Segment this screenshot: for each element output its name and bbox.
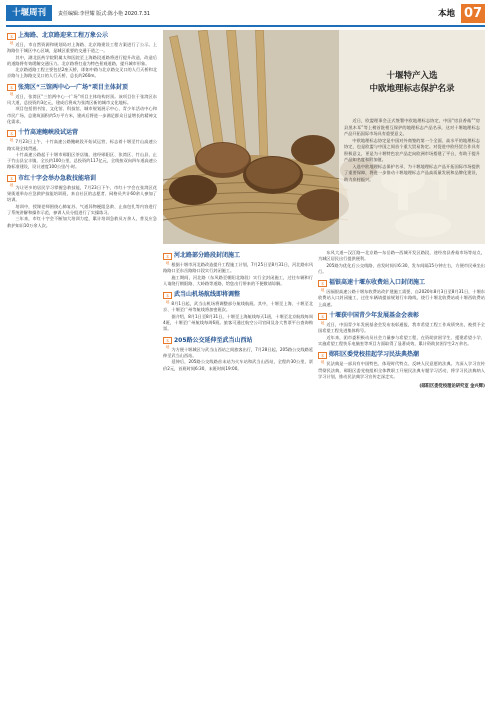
article-paragraph: 其中，湖北医药学院附属太和医院至上海路段道路将进行提升改造，改造后的道路将有效缓解交通压力。北京路将打造为特色景观道路，提升城市形象。 [7,54,157,66]
article [7,175,157,229]
article [318,279,485,308]
middle-column [163,250,313,376]
feature-article [344,70,480,183]
article-paragraph: 根据十堰市河北路改造提升工程施工计划，7月25日至8月31日，河北路东风路路口至东岳路路口段实行封闭施工。 [163,262,314,274]
article-title: 上海路、北京路迎来工程万象公示 [18,32,109,39]
article-paragraph: 施工期间，河北路（东风路至朝阳北路段）实行全封闭施工，过往车辆和行人请绕行朝阳路、大岭路等道路，给您出行带来的不便敬请谅解。 [163,274,313,286]
article [318,351,485,380]
article-heading [7,129,157,142]
article [163,291,313,332]
page-number: 07 [461,4,485,23]
section-tag-icon: 本地 [318,313,327,320]
article-paragraph: 205路为优化后公交线路，首发时间早6:30，发车间隔15分钟左右，方便市民乘坐出行。 [318,262,485,274]
article-heading [7,83,157,97]
article-paragraph: 民法典是一部具有中国特色、体现时代特点、反映人民意愿的法典。为深入学习宣传贯彻民法典，郧阳区委党校组织全体教职工开展民法典专题学习活动，将学习民法典纳入学习计划，推动民法典学习宣传走深走实。 [318,361,485,379]
article-title: 河北路部分路段封闭施工 [174,252,241,259]
article [7,84,157,125]
article [163,252,313,287]
article [318,312,485,347]
article-paragraph: 据介绍，8月1日至8月31日，十堰至上海航线每天1班，十堰至北京航线每周4班，十堰至广州航线每周6班。旅客可通过航空公司官网及各大售票平台查询购票。 [163,313,314,332]
article-heading [163,291,313,304]
article-paragraph: 近日，市自然资源和规划局对上海路、北京路建设工程方案进行了公示。上海路位于城区中心区域，是城区重要的交通干道之一。 [7,42,157,54]
article-title: 205路公交延伸至武当山西站 [174,336,253,344]
section-tag-icon: 本地 [7,33,16,40]
article-title: 十竹高速鲍峡段试运营 [18,129,79,137]
article-paragraph: 近日，中国青少年发展基金会发布表彰通报，我市希望工程工作成绩突出，被授予全国希望工程先进集体称号。 [318,322,485,334]
article [163,337,313,372]
article-paragraph: 近年来，团市委积极动员社会力量参与希望工程，在资助贫困学生、援建希望小学、实施希望工程快乐电脑室等项目方面取得了显著成效，累计资助贫困学生2万余名。 [318,334,485,346]
article-paragraph: 东风大道—汉江路—北京路—东岳路—西城开发区路段，途经房县香菇市场等站点，为城区居民出行提供便利。 [318,250,485,262]
article-title: 十堰获中国青少年发展基金会表彰 [329,312,420,320]
article-paragraph: 北京路道路工程主要包括2座天桥，即如中路与北京路交叉口的人行天桥和北京路与上海路交叉口的人行天桥，总长约260m。 [7,67,157,79]
article-title: 福银高速十堰东收费站入口封闭施工 [329,279,426,287]
section-tag-icon: 本地 [7,130,16,137]
section-tag-icon: 本地 [318,280,327,287]
article-heading [7,32,157,45]
article-paragraph: 延伸后，205路公交线路首末站为火车站和武当山西站，全程约30公里，票价2元，首班时间6:30，末班时间19:00。 [163,359,313,371]
article [318,250,485,275]
left-column [7,30,157,233]
article-heading [163,336,313,350]
article [7,129,157,170]
article-paragraph: 十竹高速公路起于十堰市郧阳区茶店镇，途经郧阳区、张湾区、竹山县，止于竹山县宝丰镇，全长约100公里，总投资约117亿元，全线按双向四车道高速公路标准建设，设计速度100公里/小时。 [7,151,157,170]
article-paragraph: 为让更多的居民学习掌握急救技能，7月23日下午，市红十字会在张湾区花果街道举办应急救护技能培训班，来自社区的志愿者、网格员共计60余人参加了培训。 [7,184,157,203]
section-tag-icon: 本地 [318,352,327,359]
feature-paragraph: 近日，欧盟理事会正式签署中欧地理标志协定，中国“房县香菇”“房县黑木耳”等上榜首批相互保护的地理标志产品名录，这对十堰地理标志产品开拓国际市场具有重要意义。 [344,118,480,137]
right-column [318,250,485,391]
article-heading [318,351,485,364]
feature-title-line2: 中欧地理标志保护名录 [369,84,455,95]
article-heading [7,174,157,188]
article-title: 张湾区“三馆两中心一广场”项目主体封顶 [18,83,128,91]
article-paragraph: 8月1日起，武当山机场将调整部分航线航班。其中，十堰至上海、十堰至北京、十堰至广州等航线将加密班次。 [163,301,313,313]
editor-line: 责任编辑:李世耀 版式:陈小艳 2020.7.31 [58,11,150,17]
section-tag-icon: 本地 [163,253,172,260]
article-paragraph: 7月23日上午，十竹高速公路鲍峡段开始试运营，标志着十堰至竹山高速公路实现全线贯通。 [7,139,157,151]
feature-title-line1: 十堰特产入选 [386,71,438,81]
feature-paragraph: 中欧地理标志协定是中国对外商签的第一个全面、高水平的地理标志协定，也是欧盟与中国之间首个重大贸易协定。对促进中欧经贸合作具有积极意义，更是为十堰特色农产品走向欧洲市场搭建了平台，有助于提升产品知名度和附加值。 [344,137,480,163]
section-tag-icon: 本地 [7,175,16,182]
page-header [0,0,491,26]
article-paragraph: 为方便十堰城区与武当山西站之间旅客出行，7月28日起，205路公交线路延伸至武当山西站。 [163,346,314,358]
section-name: 本地 [437,9,455,19]
section-tag-icon: 本地 [163,337,172,344]
feature-paragraph: 入选中欧地理标志保护名录，为十堰地理标志产品开拓国际市场提供了重要保障，将进一步推动十堰地理标志产品高质量发展和品牌化建设，助力乡村振兴。 [344,163,480,182]
article-heading [318,312,485,325]
article-title: 武当山机场航线即将调整 [174,291,241,299]
article-title: 市红十字会举办急救技能培训 [18,174,97,182]
article [7,32,157,80]
newspaper-brand: 十堰周刊 [6,5,52,21]
article-title: 郧阳区委党校挂起学习民法典热潮 [329,351,420,359]
article-paragraph: 项目包括图书馆、文化馆、科技馆、城市规划展示中心、青少年活动中心和市民广场，总建筑面积约5万平方米，建成后将进一步满足群众日益增长的精神文化需求。 [7,106,157,124]
article-paragraph: 近日，张湾区“三馆两中心一广场”项目主体结构封顶。该项目位于张湾区东风大道，总投资约3亿元，建成后将成为张湾区新的城市文化地标。 [7,93,157,106]
article-paragraph: 因福银高速公路十堰东收费站改扩建施工需要，自2020年8月3日至8月31日，十堰东收费站入口封闭施工，过往车辆请提前规划行车路线，绕行十堰北收费站或十堰西收费站上高速。 [318,289,485,307]
article-paragraph: 三年来，市红十字会不断加大培训力度，累计培训急救员万余人，普及应急救护知识10万余人次。 [7,216,157,228]
section-tag-icon: 本地 [163,292,172,299]
article-heading [318,279,485,292]
section-tag-icon: 本地 [7,84,16,91]
article-paragraph: 培训中，授课老师围绕心肺复苏、气道异物梗阻急救、止血包扎等内容进行了系统讲解和操作示范，参训人员分组进行了实操练习。 [7,203,157,215]
article-heading [163,252,313,265]
article-byline: (郧阳区委党校理论研究室 金兴辉) [419,384,485,390]
header-rule [6,25,485,27]
